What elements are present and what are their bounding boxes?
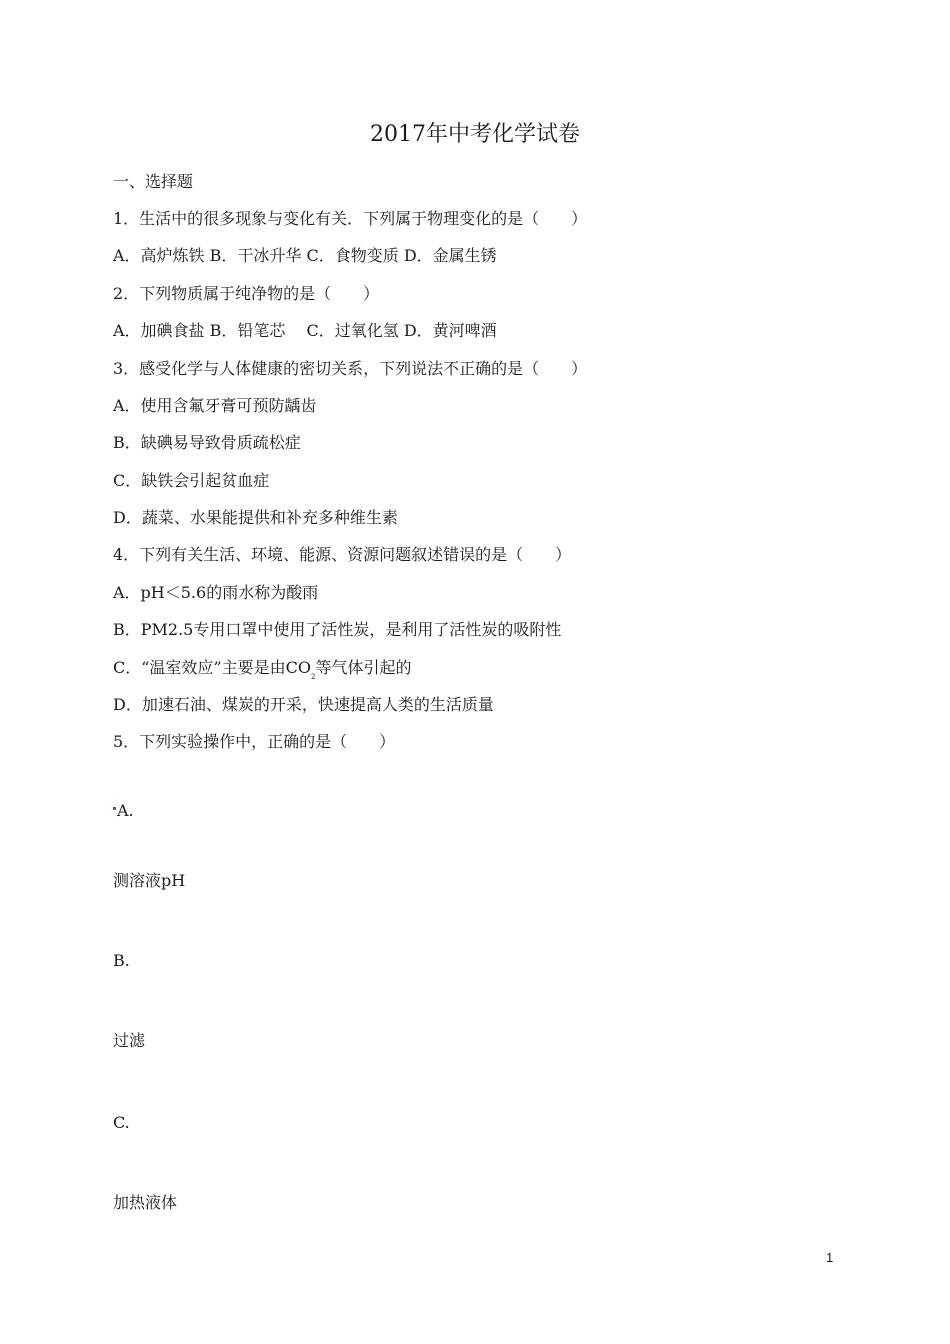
question-5-option-a (113, 799, 134, 823)
co2-subscript: 2 (310, 673, 316, 681)
question-5-stem: 5．下列实验操作中，正确的是（ ） (113, 732, 396, 751)
question-4-option-c (113, 656, 411, 689)
question-5-option-c-label: C. (113, 1113, 130, 1132)
question-3-stem: 3．感受化学与人体健康的密切关系，下列说法不正确的是（ ） (113, 359, 588, 378)
question-2-options: A．加碘食盐 B．铅笔芯 C．过氧化氢 D．黄河啤酒 (113, 321, 497, 340)
question-4-option-a: A．pH＜5.6的雨水称为酸雨 (113, 583, 319, 602)
question-4-option-c-text-end: 等气体引起的 (315, 658, 412, 677)
question-1-options: A．高炉炼铁 B．干冰升华 C．食物变质 D．金属生锈 (113, 246, 497, 265)
question-4-option-b: B．PM2.5专用口罩中使用了活性炭，是利用了活性炭的吸附性 (113, 620, 562, 639)
question-2-stem: 2．下列物质属于纯净物的是（ ） (113, 284, 380, 303)
question-5-option-a-caption: 测溶液pH (113, 871, 186, 890)
question-3-option-c: C．缺铁会引起贫血症 (113, 471, 270, 490)
question-5-option-c-caption: 加热液体 (113, 1193, 178, 1212)
question-4-stem: 4．下列有关生活、环境、能源、资源问题叙述错误的是（ ） (113, 545, 572, 564)
question-5-option-b-caption: 过滤 (113, 1031, 146, 1050)
page-title: 2017年中考化学试卷 (370, 122, 580, 147)
question-3-option-a: A．使用含氟牙膏可预防龋齿 (113, 396, 317, 415)
question-3-option-d: D．蔬菜、水果能提供和补充多种维生素 (113, 508, 398, 527)
question-5-option-a-label: A. (117, 801, 134, 820)
question-4-option-c-text: C．“温室效应”主要是由CO (113, 658, 311, 677)
image-placeholder-icon (113, 807, 116, 810)
question-5-option-b-label: B. (113, 951, 130, 970)
question-1-stem: 1．生活中的很多现象与变化有关．下列属于物理变化的是（ ） (113, 209, 588, 228)
question-4-option-d: D．加速石油、煤炭的开采，快速提高人类的生活质量 (113, 695, 494, 714)
page-number: 1 (826, 1250, 834, 1265)
section-heading: 一、选择题 (113, 172, 194, 191)
question-3-option-b: B．缺碘易导致骨质疏松症 (113, 433, 301, 452)
